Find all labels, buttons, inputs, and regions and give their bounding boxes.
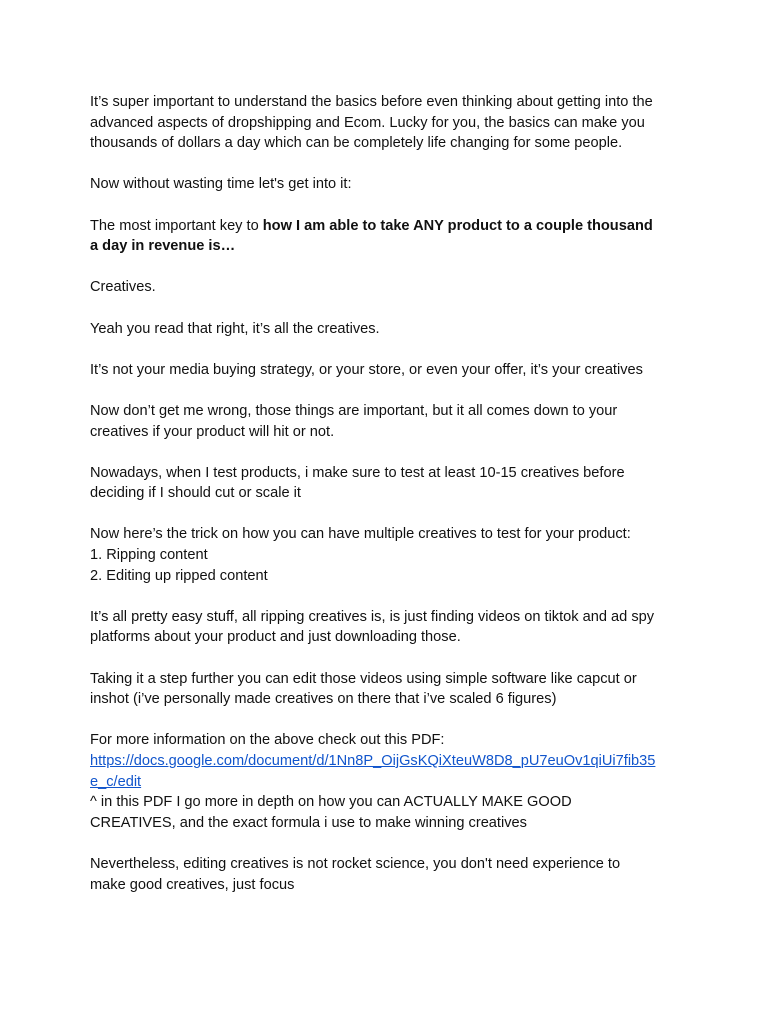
intro-line-1: It’s super important to understand the basics before even thinking about getting into the (90, 94, 653, 110)
easy-stuff-line-1: It’s all pretty easy stuff, all ripping creatives is, is just finding videos on tiktok and ad spy (90, 608, 655, 625)
dont-get-wrong-line-1: Now don’t get me wrong, those things are important, but it all comes down to your (90, 402, 618, 419)
lets-go-text: Now without wasting time let's get into it: (90, 176, 352, 193)
more-info-text: For more information on the above check out this PDF: (90, 732, 445, 749)
dont-get-wrong-line-2: creatives if your product will hit or not. (90, 423, 335, 440)
not-media-paragraph (90, 360, 682, 381)
key-line-1 (90, 216, 682, 237)
creatives-text: Creatives. (90, 279, 156, 296)
lets-go-paragraph (90, 174, 682, 195)
read-right-text: Yeah you read that right, it’s all the creatives. (90, 320, 380, 337)
pdf-link-line-1[interactable]: https://docs.google.com/document/d/1Nn8P_OijGsKQiXteuW8D8_pU7euOv1qiUi7fib35 (90, 753, 656, 769)
step-further-line-1: Taking it a step further you can edit those videos using simple software like capcut or (90, 670, 637, 687)
nowadays-line-1: Nowadays, when I test products, i make sure to test at least 10-15 creatives before (90, 464, 625, 481)
document-page (90, 92, 682, 916)
list-item: 2. Editing up ripped content (90, 567, 268, 584)
key-bold-1: how I am able to take ANY product to a couple thousand (262, 217, 653, 234)
creatives-paragraph (90, 277, 682, 298)
easy-stuff-paragraph (90, 607, 682, 648)
nevertheless-line-1: Nevertheless, editing creatives is not rocket science, you don't need experience to (90, 855, 621, 872)
intro-line-2: advanced aspects of dropshipping and Ecom. Lucky for you, the basics can make you (90, 114, 645, 131)
pdf-note-line-2: CREATIVES, and the exact formula i use to make winning creatives (90, 814, 527, 831)
list-item: 1. Ripping content (90, 547, 208, 564)
nevertheless-line-2: make good creatives, just focus (90, 876, 295, 893)
intro-line-3: thousands of dollars a day which can be completely life changing for some people. (90, 135, 623, 152)
step-further-paragraph (90, 669, 682, 710)
pdf-note-line-1: ^ in this PDF I go more in depth on how you can ACTUALLY MAKE GOOD (90, 794, 572, 811)
intro-paragraph (90, 92, 682, 154)
nowadays-line-2: deciding if I should cut or scale it (90, 485, 301, 502)
step-further-line-2: inshot (i’ve personally made creatives on there that i’ve scaled 6 figures) (90, 691, 557, 708)
trick-paragraph (90, 524, 682, 586)
nowadays-paragraph (90, 463, 682, 504)
not-media-text: It’s not your media buying strategy, or your store, or even your offer, it’s your creatives (90, 361, 643, 378)
trick-intro: Now here’s the trick on how you can have multiple creatives to test for your product: (90, 526, 631, 543)
nevertheless-paragraph (90, 854, 682, 895)
more-info-paragraph (90, 730, 682, 833)
key-bold-2: a day in revenue is… (90, 238, 236, 255)
key-prefix: The most important key to (90, 217, 263, 234)
pdf-link-line-2[interactable]: e_c/edit (90, 773, 142, 790)
read-right-paragraph (90, 319, 682, 340)
easy-stuff-line-2: platforms about your product and just downloading those. (90, 629, 461, 646)
key-paragraph (90, 216, 682, 257)
dont-get-wrong-paragraph (90, 401, 682, 442)
